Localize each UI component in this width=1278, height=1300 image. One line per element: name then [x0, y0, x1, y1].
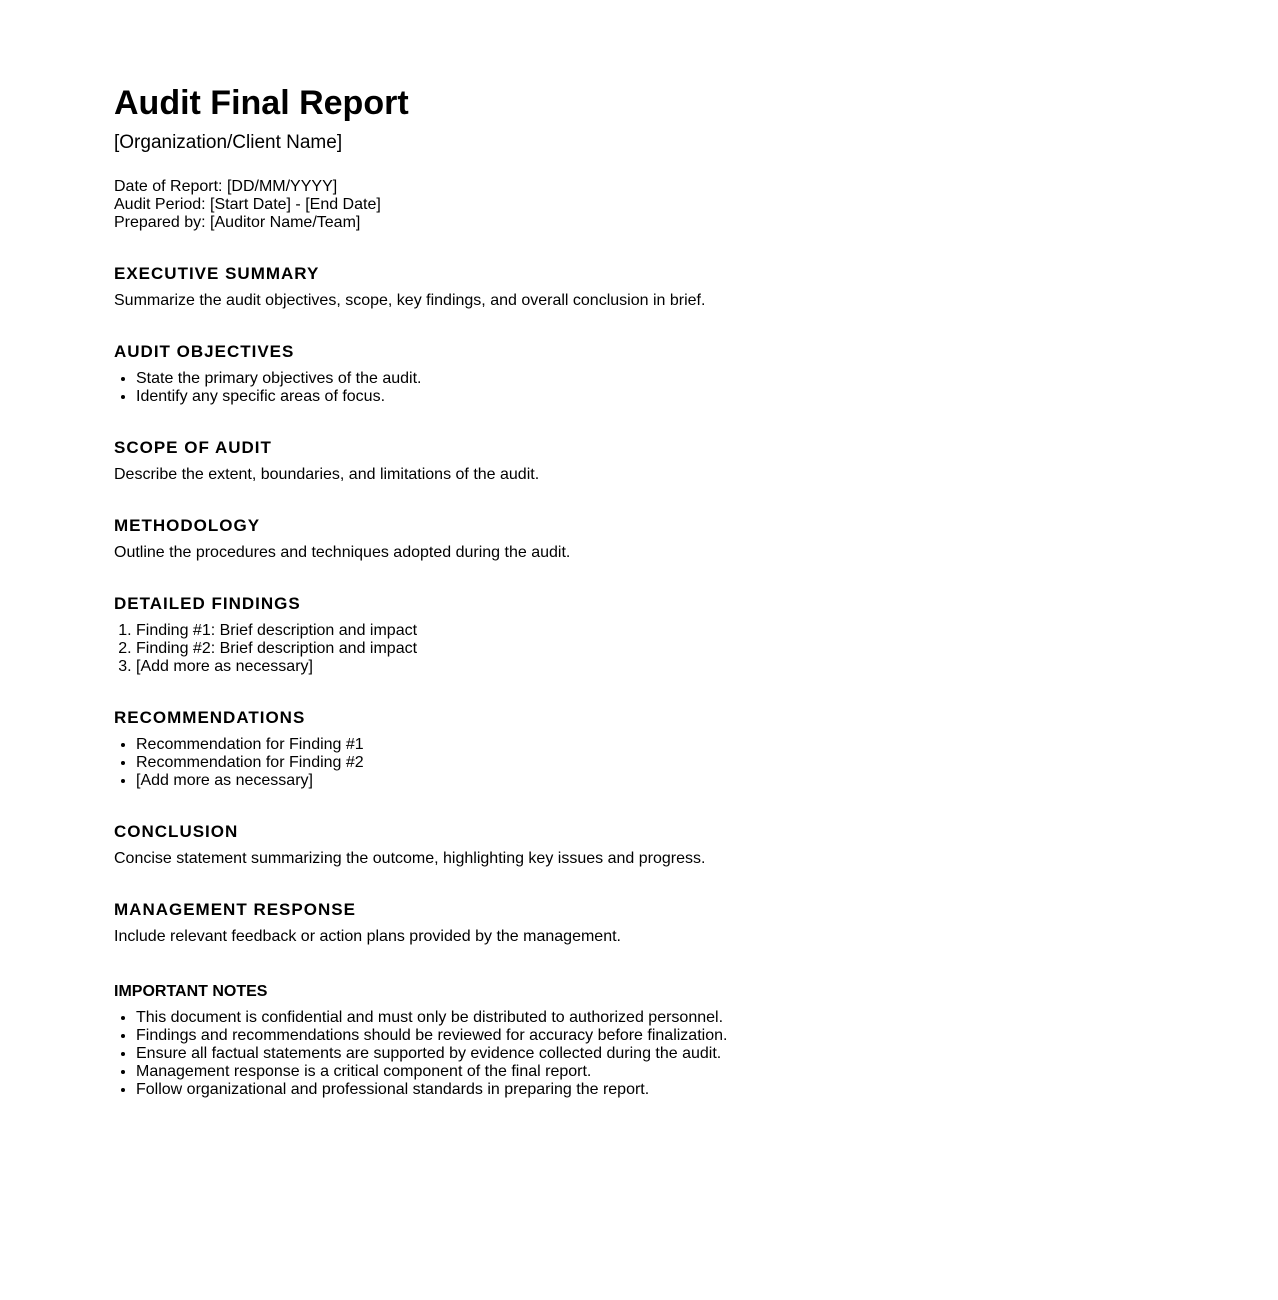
prepared-by: Prepared by: [Auditor Name/Team] [114, 214, 361, 231]
report-title: Audit Final Report [114, 84, 409, 122]
list-item: • Follow organizational and professional standards in preparing the report. [136, 1081, 1014, 1099]
report-meta [114, 178, 1014, 232]
section-title: SCOPE OF AUDIT [114, 438, 272, 457]
section-text: Summarize the audit objectives, scope, key findings, and overall conclusion in brief. [114, 292, 706, 309]
section-title: METHODOLOGY [114, 516, 261, 535]
section-text: Outline the procedures and techniques adopted during the audit. [114, 544, 571, 561]
section-executive-summary [114, 264, 1014, 310]
section-text: Concise statement summarizing the outcome, highlighting key issues and progress. [114, 850, 706, 867]
section-text: Describe the extent, boundaries, and limitations of the audit. [114, 466, 540, 483]
section-detailed-findings [114, 594, 1014, 676]
list-item: 2. Finding #2: Brief description and impact [136, 640, 1014, 658]
list-item: • Identify any specific areas of focus. [136, 388, 1014, 406]
findings-list [114, 622, 1014, 676]
recommendations-list [114, 736, 1014, 790]
section-methodology [114, 516, 1014, 562]
audit-period: Audit Period: [Start Date] - [End Date] [114, 196, 381, 213]
section-scope [114, 438, 1014, 484]
section-title: MANAGEMENT RESPONSE [114, 900, 356, 919]
notes-title: IMPORTANT NOTES [114, 983, 268, 1000]
list-item: • Findings and recommendations should be reviewed for accuracy before finalization. [136, 1027, 1014, 1045]
list-item: • This document is confidential and must only be distributed to authorized personnel. [136, 1009, 1014, 1027]
important-notes [114, 983, 1014, 1099]
list-item: • Ensure all factual statements are supported by evidence collected during the audit. [136, 1045, 1014, 1063]
list-item: 1. Finding #1: Brief description and impact [136, 622, 1014, 640]
report-date: Date of Report: [DD/MM/YYYY] [114, 178, 338, 195]
section-title: AUDIT OBJECTIVES [114, 342, 295, 361]
notes-list [114, 1009, 1014, 1099]
section-title: DETAILED FINDINGS [114, 594, 301, 613]
section-management-response [114, 900, 1014, 946]
section-audit-objectives [114, 342, 1014, 406]
list-item: • Management response is a critical component of the final report. [136, 1063, 1014, 1081]
organization-name: [Organization/Client Name] [114, 132, 343, 153]
section-title: CONCLUSION [114, 822, 239, 841]
section-title: RECOMMENDATIONS [114, 708, 306, 727]
section-text: Include relevant feedback or action plans provided by the management. [114, 928, 621, 945]
section-recommendations [114, 708, 1014, 790]
section-title: EXECUTIVE SUMMARY [114, 264, 320, 283]
objectives-list [114, 370, 1014, 406]
list-item: • [Add more as necessary] [136, 772, 1014, 790]
section-conclusion [114, 822, 1014, 868]
list-item: 3. [Add more as necessary] [136, 658, 1014, 676]
list-item: • Recommendation for Finding #1 [136, 736, 1014, 754]
list-item: • State the primary objectives of the audit. [136, 370, 1014, 388]
list-item: • Recommendation for Finding #2 [136, 754, 1014, 772]
